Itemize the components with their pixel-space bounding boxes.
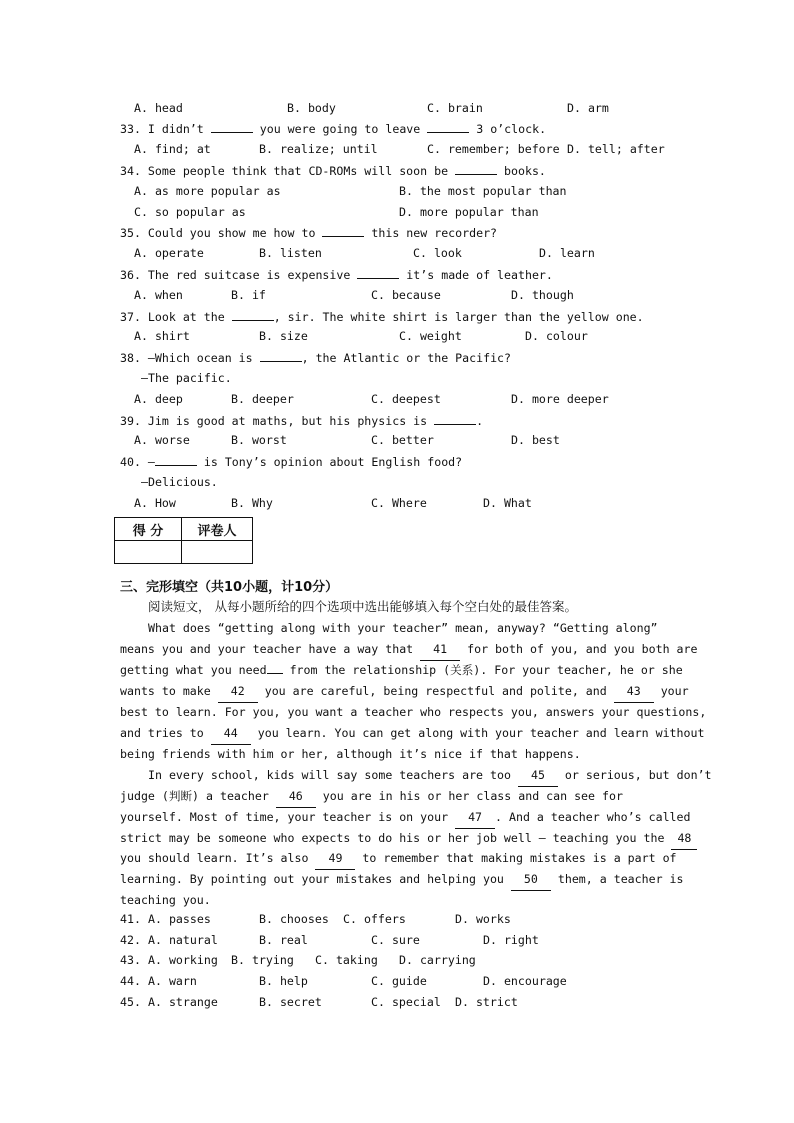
grader-cell[interactable]	[182, 541, 253, 564]
blank-45: 45	[518, 765, 558, 787]
answer-blank	[322, 225, 364, 237]
cloze-42-option-c: C. sure	[371, 933, 420, 947]
passage-text: getting what you need	[120, 663, 267, 677]
q34-stem-part: 34. Some people think that CD-ROMs will soon be	[120, 164, 456, 178]
blank-44: 44	[211, 723, 251, 745]
passage-text: means you and your teacher have a way that	[120, 642, 421, 656]
cloze-43-option-c: C. taking	[315, 953, 378, 967]
answer-blank	[155, 454, 197, 466]
score-header: 得 分	[115, 518, 182, 541]
q35-option-b: B. listen	[259, 246, 322, 260]
answer-blank	[357, 267, 399, 279]
passage-line: teaching you.	[120, 893, 211, 907]
passage-text: . And a teacher who’s called	[495, 810, 691, 824]
passage-text: to remember that making mistakes is a part of	[355, 851, 677, 865]
q34-option-c: C. so popular as	[134, 205, 246, 219]
q40-option-a: A. How	[134, 496, 176, 510]
passage-text: you should learn. It’s also	[120, 851, 316, 865]
q36-stem-part: it’s made of leather.	[399, 268, 553, 282]
question-33-stem	[120, 121, 546, 136]
blank-46: 46	[276, 786, 316, 808]
cloze-41-option-c: C. offers	[343, 912, 406, 926]
passage-text: yourself. Most of time, your teacher is on your	[120, 810, 456, 824]
answer-blank	[232, 309, 274, 321]
passage-text: strict may be someone who expects to do his or her job well — teaching you the	[120, 831, 672, 845]
question-38-stem	[120, 350, 511, 365]
q37-stem-part: , sir. The white shirt is larger than the yellow one.	[273, 310, 644, 324]
score-cell[interactable]	[115, 541, 182, 564]
q36-option-b: B. if	[231, 288, 266, 302]
q33-option-b: B. realize; until	[259, 142, 378, 156]
cloze-num: 44.	[120, 974, 141, 988]
passage-line	[120, 660, 702, 681]
q40-option-b: B. Why	[231, 496, 273, 510]
q40-stem-part: is Tony’s opinion about English food?	[196, 455, 463, 469]
q37-option-a: A. shirt	[134, 329, 190, 343]
cloze-43-option-a: A. working	[148, 953, 218, 967]
cloze-num: 45.	[120, 995, 141, 1009]
q39-option-a: A. worse	[134, 433, 190, 447]
q36-option-a: A. when	[134, 288, 183, 302]
q40-option-c: C. Where	[371, 496, 427, 510]
passage-text: for both of you, and you both are	[460, 642, 698, 656]
passage-text: or serious, but don’t	[557, 768, 712, 782]
passage-line	[120, 786, 702, 808]
cloze-42-option-a: A. natural	[148, 933, 218, 947]
q36-option-c: C. because	[371, 288, 441, 302]
q39-stem-part: 39. Jim is good at maths, but his physics is	[120, 414, 435, 428]
cloze-num: 41.	[120, 912, 141, 926]
q39-stem-part: .	[476, 414, 484, 428]
cloze-45-option-d: D. strict	[455, 995, 518, 1009]
q40-reply: —Delicious.	[141, 475, 218, 489]
passage-line	[120, 869, 702, 891]
blank-47: 47	[455, 807, 495, 829]
q34-option-b: B. the most popular than	[399, 184, 567, 198]
q35-option-c: C. look	[413, 246, 462, 260]
q33-stem-part: you were going to leave	[252, 122, 428, 136]
q40-stem-part: 40. —	[120, 455, 155, 469]
cloze-41-option-a: A. passes	[148, 912, 211, 926]
passage-text: you are in his or her class and can see for	[315, 789, 623, 803]
cloze-44-option-d: D. encourage	[483, 974, 567, 988]
passage-line: What does “getting along with your teacher” mean, anyway? “Getting along”	[148, 621, 658, 635]
cloze-44-option-b: B. help	[259, 974, 308, 988]
cloze-41-option-d: D. works	[455, 912, 511, 926]
blank-50: 50	[511, 869, 551, 891]
cloze-42-option-b: B. real	[259, 933, 308, 947]
cloze-45-option-b: B. secret	[259, 995, 322, 1009]
q35-option-d: D. learn	[539, 246, 595, 260]
q38-stem-part: , the Atlantic or the Pacific?	[301, 351, 512, 365]
short-blank	[267, 673, 283, 674]
q34-option-a: A. as more popular as	[134, 184, 281, 198]
q38-stem-part: 38. —Which ocean is	[120, 351, 260, 365]
q38-option-a: A. deep	[134, 392, 183, 406]
passage-line	[120, 807, 702, 829]
q34-stem-part: books.	[497, 164, 546, 178]
passage-line: best to learn. For you, you want a teacher who respects you, answers your questions,	[120, 705, 707, 719]
passage-text: judge (判断) a teacher	[120, 789, 276, 803]
question-34-stem	[120, 163, 546, 178]
q35-stem-part: this new recorder?	[364, 226, 498, 240]
q37-option-c: C. weight	[399, 329, 462, 343]
answer-blank	[211, 121, 253, 133]
passage-text: wants to make	[120, 684, 218, 698]
question-39-stem	[120, 413, 483, 428]
q37-stem-part: 37. Look at the	[120, 310, 232, 324]
cloze-42-option-d: D. right	[483, 933, 539, 947]
blank-41: 41	[420, 639, 460, 661]
blank-42: 42	[218, 681, 258, 703]
passage-text: and tries to	[120, 726, 211, 740]
cloze-43-option-b: B. trying	[231, 953, 294, 967]
section-instruction: 阅读短文， 从每小题所给的四个选项中选出能够填入每个空白处的最佳答案。	[148, 599, 577, 614]
passage-text: from the relationship (关系). For your teacher, he or she	[282, 663, 683, 677]
cloze-43-option-d: D. carrying	[399, 953, 476, 967]
q33-option-d: D. tell; after	[567, 142, 665, 156]
q32-option-b: B. body	[287, 101, 336, 115]
passage-line: being friends with him or her, although it’s nice if that happens.	[120, 747, 581, 761]
passage-line	[148, 765, 730, 787]
passage-text: learning. By pointing out your mistakes and helping you	[120, 872, 511, 886]
cloze-num: 43.	[120, 953, 141, 967]
passage-text: you are careful, being respectful and polite, and	[257, 684, 614, 698]
q39-option-b: B. worst	[231, 433, 287, 447]
cloze-45-option-c: C. special	[371, 995, 441, 1009]
score-table	[114, 517, 253, 564]
q33-option-c: C. remember; before	[427, 142, 560, 156]
q32-option-a: A. head	[134, 101, 183, 115]
cloze-44-option-c: C. guide	[371, 974, 427, 988]
answer-blank	[260, 350, 302, 362]
question-36-stem	[120, 267, 553, 282]
cloze-41-option-b: B. chooses	[259, 912, 329, 926]
passage-line	[120, 828, 702, 850]
passage-text: In every school, kids will say some teachers are too	[148, 768, 518, 782]
q33-option-a: A. find; at	[134, 142, 211, 156]
passage-line	[120, 723, 705, 745]
passage-line	[120, 848, 702, 870]
passage-line	[120, 681, 702, 703]
question-40-stem	[120, 454, 462, 469]
answer-blank	[455, 163, 497, 175]
q37-option-b: B. size	[259, 329, 308, 343]
passage-text: your	[653, 684, 689, 698]
q32-option-d: D. arm	[567, 101, 609, 115]
q36-option-d: D. though	[511, 288, 574, 302]
q38-option-c: C. deepest	[371, 392, 441, 406]
cloze-45-option-a: A. strange	[148, 995, 218, 1009]
answer-blank	[434, 413, 476, 425]
q33-stem-part: 33. I didn’t	[120, 122, 211, 136]
blank-48: 48	[671, 828, 697, 850]
cloze-44-option-a: A. warn	[148, 974, 197, 988]
q35-option-a: A. operate	[134, 246, 204, 260]
q38-reply: —The pacific.	[141, 371, 232, 385]
q35-stem-part: 35. Could you show me how to	[120, 226, 323, 240]
q33-stem-part: 3 o’clock.	[469, 122, 547, 136]
q37-option-d: D. colour	[525, 329, 588, 343]
section-heading: 三、完形填空（共10小题，计10分）	[120, 580, 339, 595]
question-35-stem	[120, 225, 497, 240]
q39-option-c: C. better	[371, 433, 434, 447]
cloze-num: 42.	[120, 933, 141, 947]
passage-line	[120, 639, 702, 661]
blank-43: 43	[614, 681, 654, 703]
q39-option-d: D. best	[511, 433, 560, 447]
blank-49: 49	[315, 848, 355, 870]
answer-blank	[427, 121, 469, 133]
q32-option-c: C. brain	[427, 101, 483, 115]
q36-stem-part: 36. The red suitcase is expensive	[120, 268, 358, 282]
passage-text: them, a teacher is	[550, 872, 684, 886]
q38-option-d: D. more deeper	[511, 392, 609, 406]
grader-header: 评卷人	[182, 518, 253, 541]
question-37-stem	[120, 309, 644, 324]
q34-option-d: D. more popular than	[399, 205, 539, 219]
q40-option-d: D. What	[483, 496, 532, 510]
q38-option-b: B. deeper	[231, 392, 294, 406]
passage-text: you learn. You can get along with your teacher and learn without	[250, 726, 705, 740]
